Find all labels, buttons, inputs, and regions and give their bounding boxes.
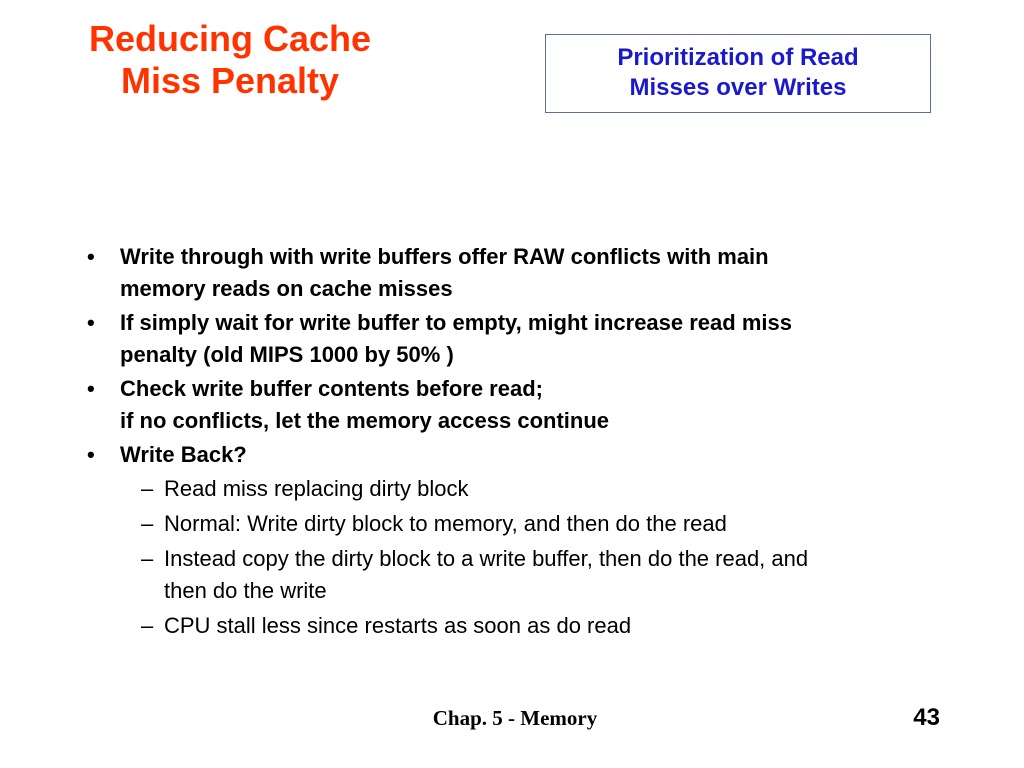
bullet-marker: • — [87, 376, 95, 401]
sub-bullet-item — [84, 473, 964, 505]
subtitle-box — [545, 34, 931, 113]
sub-bullet-item — [84, 543, 964, 607]
bullet-text: Check write buffer contents before read; — [120, 376, 543, 401]
sub-bullet-marker: – — [141, 546, 154, 571]
sub-bullet-text: CPU stall less since restarts as soon as do read — [164, 613, 632, 638]
sub-bullet-text: Read miss replacing dirty block — [164, 476, 469, 501]
slide-title-line-2: Miss Penalty — [120, 60, 340, 101]
bullet-marker: • — [87, 244, 95, 269]
bullet-item — [84, 241, 964, 305]
bullet-item — [84, 307, 964, 371]
subtitle-line-2: Misses over Writes — [629, 74, 847, 101]
bullet-text: If simply wait for write buffer to empty, might increase read miss — [120, 310, 792, 335]
bullet-marker: • — [87, 442, 95, 467]
sub-bullet-text: Normal: Write dirty block to memory, and then do the read — [164, 511, 727, 536]
bullet-item — [84, 439, 964, 471]
sub-bullet-item — [84, 610, 964, 642]
slide-title — [40, 18, 420, 102]
bullet-text: Write Back? — [120, 442, 247, 467]
bullet-text: if no conflicts, let the memory access continue — [120, 408, 610, 433]
sub-bullet-marker: – — [141, 511, 154, 536]
sub-bullet-text: then do the write — [164, 578, 327, 603]
page-number: 43 — [913, 704, 940, 731]
bullet-list — [84, 241, 964, 645]
subtitle-line-1: Prioritization of Read — [617, 44, 859, 71]
sub-bullet-item — [84, 508, 964, 540]
slide-title-line-1: Reducing Cache — [88, 18, 372, 59]
sub-bullet-text: Instead copy the dirty block to a write buffer, then do the read, and — [164, 546, 809, 571]
sub-bullet-marker: – — [141, 613, 154, 638]
bullet-text: penalty (old MIPS 1000 by 50% ) — [120, 342, 454, 367]
bullet-text: memory reads on cache misses — [120, 276, 453, 301]
footer-chapter: Chap. 5 - Memory — [432, 706, 598, 730]
bullet-marker: • — [87, 310, 95, 335]
bullet-item — [84, 373, 964, 437]
bullet-text: Write through with write buffers offer RAW conflicts with main — [120, 244, 769, 269]
sub-bullet-marker: – — [141, 476, 154, 501]
